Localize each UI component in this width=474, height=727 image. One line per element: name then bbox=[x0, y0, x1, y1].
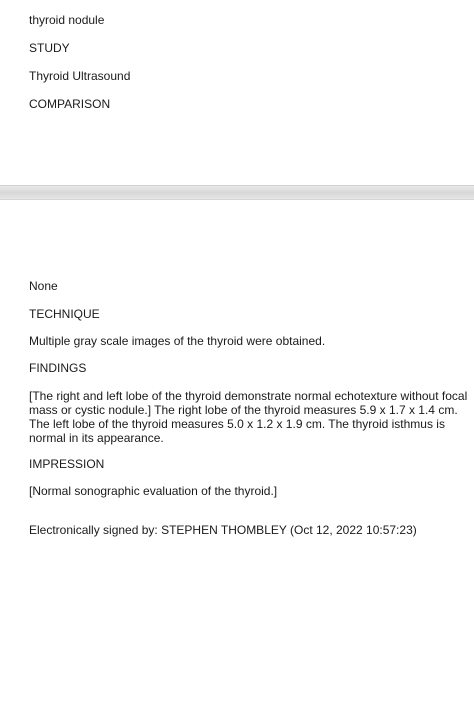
impression-value: [Normal sonographic evaluation of the thyroid.] bbox=[29, 484, 278, 498]
findings-value: [The right and left lobe of the thyroid demonstrate normal echotexture without focal mass or cystic nodule.] The right lobe of the thyroid measures 5.9 x 1.7 x 1.4 cm. The left lobe of the thyroid measures 5.0 x 1.2 x 1.9 cm. The thyroid isthmus is normal in its appearance. bbox=[29, 389, 468, 445]
study-value: Thyroid Ultrasound bbox=[29, 69, 131, 83]
technique-heading: TECHNIQUE bbox=[29, 307, 100, 321]
technique-value: Multiple gray scale images of the thyroid were obtained. bbox=[29, 334, 326, 348]
findings-heading: FINDINGS bbox=[29, 361, 87, 375]
comparison-heading: COMPARISON bbox=[29, 97, 111, 111]
study-heading: STUDY bbox=[29, 41, 70, 55]
report-page-bottom bbox=[0, 200, 474, 727]
indication-text: thyroid nodule bbox=[29, 13, 105, 27]
comparison-value: None bbox=[29, 279, 58, 293]
page-break-divider bbox=[0, 185, 474, 200]
signature-line: Electronically signed by: STEPHEN THOMBLEY (Oct 12, 2022 10:57:23) bbox=[29, 523, 417, 537]
impression-heading: IMPRESSION bbox=[29, 457, 105, 471]
report-page-top bbox=[0, 0, 474, 185]
